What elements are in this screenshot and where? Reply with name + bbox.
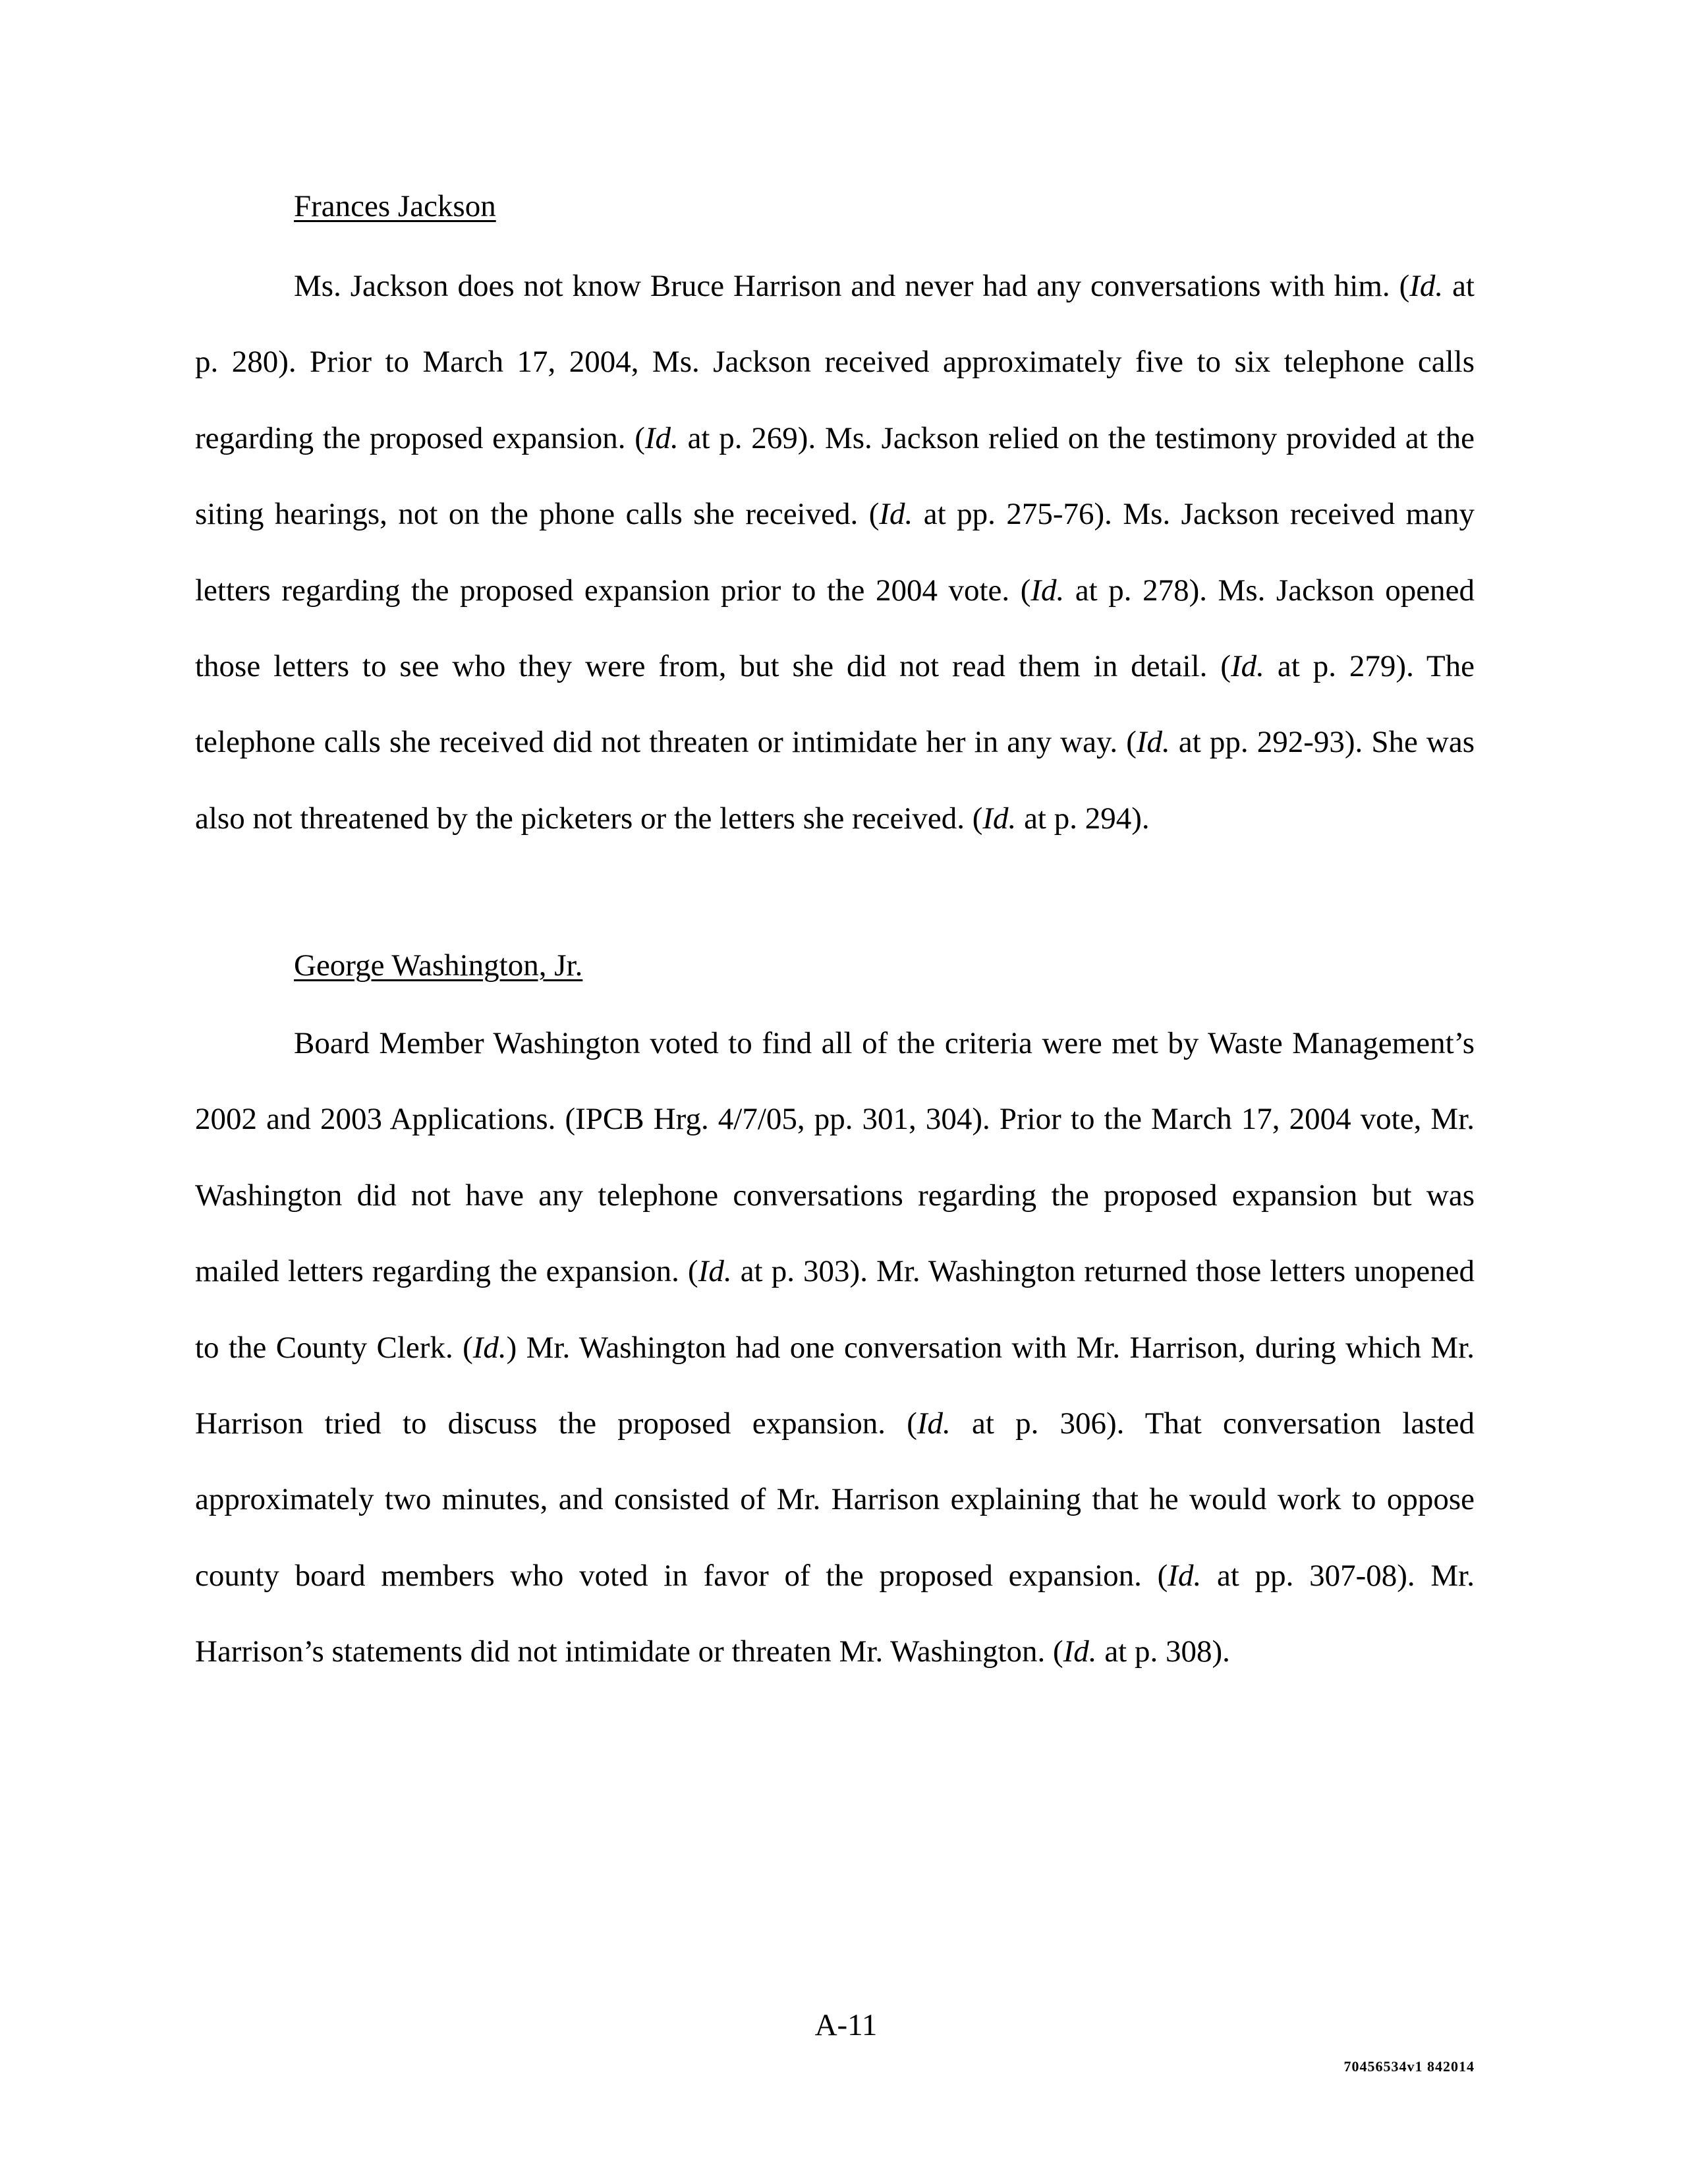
citation-id: Id. (916, 1406, 951, 1441)
citation-id: Id. (982, 801, 1017, 836)
text-run: at pp. 307-08). Mr. Harrison’s statements did not intimidate or threaten Mr. Washington. ( (195, 1558, 1475, 1669)
text-run: at p. 306). That conversation lasted approximately two minutes, and consisted of Mr. Harrison explaining that he would work to oppose county board members who voted in favor of the proposed expansion. ( (195, 1406, 1475, 1593)
document-id: 70456534v1 842014 (1343, 2058, 1475, 2075)
citation-id: Id. (644, 420, 679, 455)
text-run: at p. 294). (1016, 801, 1150, 836)
paragraph-frances-jackson (195, 248, 1475, 857)
text-run: Ms. Jackson does not know Bruce Harrison and never had any conversations with him. ( (294, 269, 1410, 303)
text-run: at pp. 292-93). She was also not threatened by the picketers or the letters she received. ( (195, 725, 1475, 836)
text-run: at pp. 275-76). Ms. Jackson received many letters regarding the proposed expansion prior to the 2004 vote. ( (195, 497, 1475, 608)
text-run: at p. 308). (1096, 1634, 1230, 1669)
section-heading-george-washington: George Washington, Jr. (294, 948, 583, 983)
citation-id: Id. (698, 1254, 732, 1289)
page-number: A-11 (814, 2008, 878, 2042)
citation-id: Id. (1063, 1634, 1097, 1669)
text-run: at p. 278). Ms. Jackson opened those letters to see who they were from, but she did not read them in detail. ( (195, 573, 1475, 684)
citation-id: Id. (879, 497, 913, 532)
citation-id: Id. (1136, 725, 1170, 760)
text-run: Board Member Washington voted to find all of the criteria were met by Waste Management’s 2002 and 2003 Applications. (IPCB Hrg. 4/7/05, pp. 301, 304). Prior to the March 17, 2004 vote, Mr. Washington did not have any telephone conversations regarding the proposed expansion but was mailed letters regarding the expansion. ( (195, 1026, 1475, 1289)
citation-id: Id. (1231, 649, 1264, 684)
text-run: at p. 279). The telephone calls she received did not threaten or intimidate her in any way. ( (195, 649, 1475, 760)
citation-id: Id. (1030, 573, 1065, 608)
paragraph-george-washington (195, 1006, 1475, 1690)
text-run: ) Mr. Washington had one conversation with Mr. Harrison, during which Mr. Harrison tried to discuss the proposed expansion. ( (195, 1330, 1475, 1441)
text-run: at p. 303). Mr. Washington returned those letters unopened to the County Clerk. ( (195, 1254, 1475, 1365)
citation-id: Id. (1168, 1558, 1202, 1593)
text-run: at p. 269). Ms. Jackson relied on the testimony provided at the siting hearings, not on the phone calls she received. ( (195, 420, 1475, 532)
citation-id: Id. (1409, 269, 1444, 303)
text-run: at p. 280). Prior to March 17, 2004, Ms. Jackson received approximately five to six telephone calls regarding the proposed expansion. ( (195, 269, 1475, 455)
citation-id: Id. (472, 1330, 507, 1365)
section-heading-frances-jackson: Frances Jackson (294, 189, 496, 223)
